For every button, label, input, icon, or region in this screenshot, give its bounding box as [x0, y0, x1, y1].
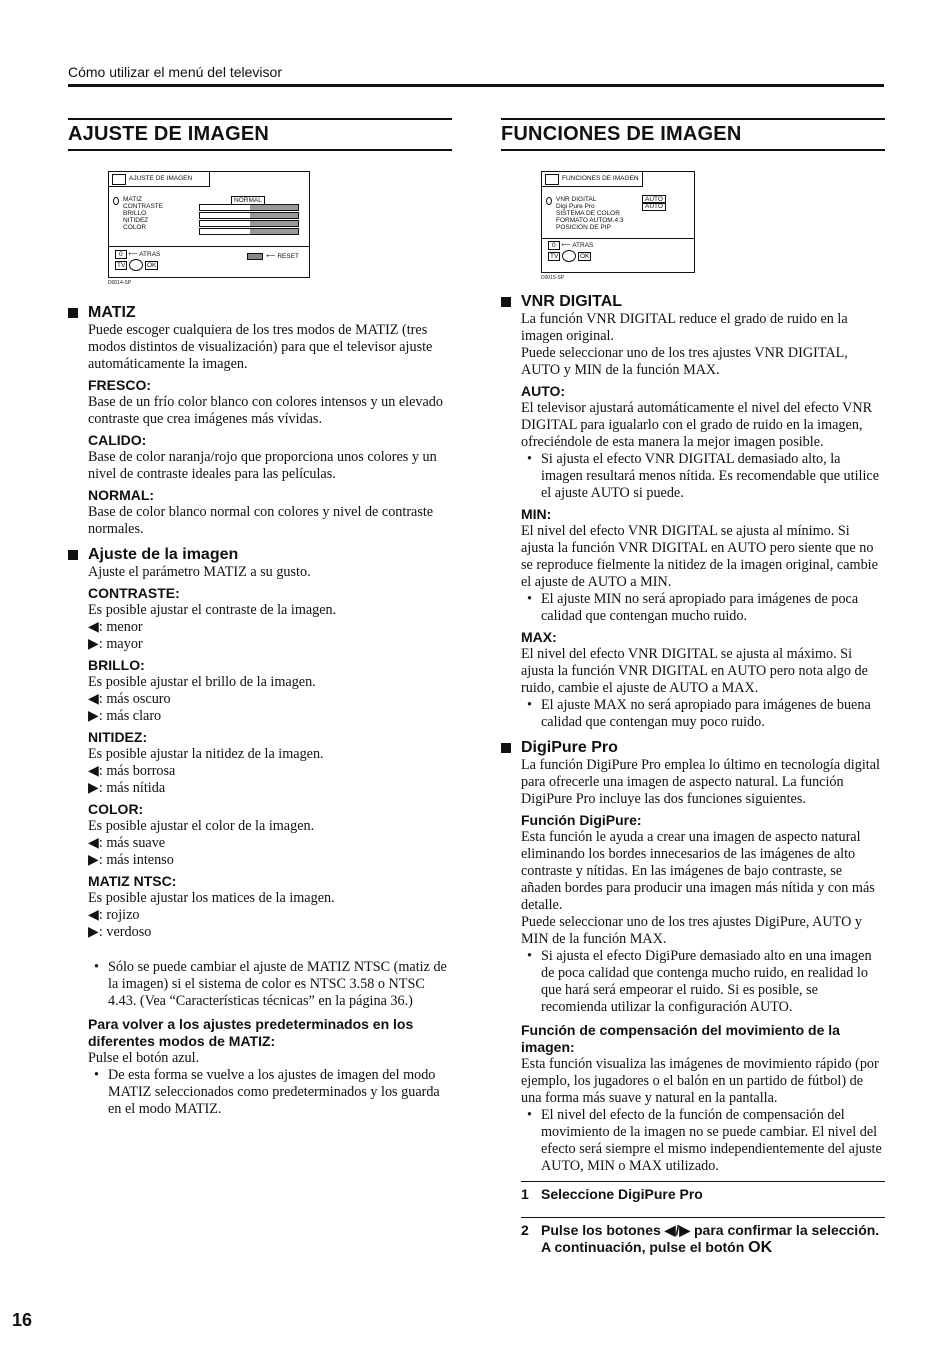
min-text: El nivel del efecto VNR DIGITAL se ajusta al mínimo. Si ajusta la función VNR DIGITAL en AUTO pero siente que no se reproduce fielmente la nitidez de la imagen original, cambie el ajuste de AUTO a MIN. — [521, 523, 878, 590]
contraste-right: ▶: mayor — [88, 636, 143, 652]
menu-body — [109, 186, 309, 247]
menu-row: BRILLO — [123, 210, 147, 217]
menu-values — [642, 196, 666, 210]
max-note: • El ajuste MAX no será apropiado para imágenes de buena calidad que contengan muy poco ruido. — [521, 697, 885, 731]
menu-tab-label: AJUSTE DE IMAGEN — [129, 175, 193, 182]
level-bars — [199, 204, 299, 236]
f2-heading: Función de compensación del movimiento de la imagen: — [521, 1022, 840, 1055]
step-text — [541, 1222, 885, 1256]
color-right: ▶: más intenso — [88, 852, 174, 868]
ajuste-menu-screen — [108, 171, 310, 278]
nitidez-heading: NITIDEZ: — [88, 729, 148, 745]
max-heading: MAX: — [521, 629, 557, 645]
level-bar — [199, 204, 299, 211]
square-bullet-icon — [68, 550, 78, 560]
menu-row: FORMATO AUTOM.4:3 — [556, 217, 624, 224]
color-left: ◀: más suave — [88, 835, 166, 851]
menu-row: POSICION DE PIP — [556, 224, 611, 231]
reset-heading: Para volver a los ajustes predeterminados en los diferentes modos de MATIZ: — [88, 1016, 414, 1049]
page-number: 16 — [12, 1310, 33, 1330]
fresco-text: Base de un frío color blanco con colores intensos y un elevado contraste que crea imágenes más vívidas. — [88, 394, 443, 427]
ajuste-intro: Ajuste el parámetro MATIZ a su gusto. — [88, 564, 311, 580]
ok-button-label: OK — [748, 1239, 773, 1256]
f1-note: • Si ajusta el efecto DigiPure demasiado alto en una imagen de poca calidad que contenga mucho ruido, en realidad lo que hará será empeorar el ruido. Si es posible, se recomienda utilizar la configuración AUTO. — [521, 948, 885, 1016]
step-text-main: Pulse los botones ◀/▶ para confirmar la selección. A continuación, pulse el botón — [541, 1222, 880, 1255]
min-note: • El ajuste MIN no será apropiado para imágenes de poca calidad que contengan mucho ruido. — [521, 591, 885, 625]
ntsc-left: ◀: rojizo — [88, 907, 140, 923]
back-label: ATRAS — [139, 251, 161, 258]
vnr-intro-1: La función VNR DIGITAL reduce el grado de ruido en la imagen original. — [521, 311, 848, 344]
ajuste-heading — [68, 546, 452, 564]
step-number: 1 — [521, 1186, 529, 1202]
ok-label: OK — [579, 252, 590, 260]
step-number: 2 — [521, 1222, 529, 1238]
funciones-menu-screen — [541, 171, 695, 273]
normal-text: Base de color blanco normal con colores y nivel de contraste normales. — [88, 504, 434, 537]
blue-button-icon — [247, 253, 263, 260]
menu-row: COLOR — [123, 224, 147, 231]
section-title-ajuste: AJUSTE DE IMAGEN — [68, 118, 452, 151]
brillo-left: ◀: más oscuro — [88, 691, 171, 707]
ntsc-right: ▶: verdoso — [88, 924, 152, 940]
reset-text: Pulse el botón azul. — [88, 1050, 200, 1066]
picture-menu-icon — [545, 174, 559, 185]
step-text: Seleccione DigiPure Pro — [541, 1186, 703, 1202]
brillo-heading: BRILLO: — [88, 657, 145, 673]
menu-value: AUTO — [642, 202, 666, 211]
normal-heading: NORMAL: — [88, 487, 155, 503]
dpad-icon — [129, 259, 143, 271]
picture-menu-icon — [112, 174, 126, 185]
reset-hint: ⟵ RESET — [247, 252, 299, 260]
vnr-heading — [501, 293, 885, 311]
f1-text: Esta función le ayuda a crear una imagen de aspecto natural eliminando los bordes innecesarios de las imágenes de alto contraste y nítidas. En las imágenes de bajo contraste, se añaden bordes para producir una imagen más nítida y con más detalle. — [521, 829, 875, 913]
menu-value: AUTO — [642, 195, 666, 204]
back-label: ATRAS — [572, 242, 594, 249]
menu-row: MATIZ — [123, 196, 143, 203]
menu-tab — [542, 172, 643, 187]
calido-heading: CALIDO: — [88, 432, 147, 448]
back-hint: 0 ⟵ ATRAS TV OK — [115, 251, 160, 271]
contraste-left: ◀: menor — [88, 619, 143, 635]
left-column — [68, 118, 452, 1118]
section-title-funciones: FUNCIONES DE IMAGEN — [501, 118, 885, 151]
tv-label: TV — [550, 252, 559, 260]
figure-code: D0014-SP — [108, 280, 132, 286]
square-bullet-icon — [501, 297, 511, 307]
auto-note: • Si ajusta el efecto VNR DIGITAL demasiado alto, la imagen resultará menos nítida. Es recomendable que utilice el ajuste AUTO si puede. — [521, 451, 885, 502]
heading-text: DigiPure Pro — [521, 739, 618, 756]
menu-row: CONTRASTE — [123, 203, 164, 210]
back-hint: 0 ⟵ ATRAS TV OK — [548, 242, 593, 262]
menu-separator — [542, 238, 694, 239]
digipure-intro: La función DigiPure Pro emplea lo último en tecnología digital para ofrecerle una imagen de aspecto natural. La función DigiPure Pro incluye las dos funciones siguientes. — [521, 757, 880, 807]
calido-text: Base de color naranja/rojo que proporciona unos colores y un nivel de contraste ideales para las películas. — [88, 449, 437, 482]
heading-text: VNR DIGITAL — [521, 293, 623, 310]
fresco-heading: FRESCO: — [88, 377, 151, 393]
color-heading: COLOR: — [88, 801, 144, 817]
reset-label: RESET — [277, 253, 299, 260]
auto-heading: AUTO: — [521, 383, 566, 399]
menu-tab-label: FUNCIONES DE IMAGEN — [562, 175, 639, 182]
nitidez-text: Es posible ajustar la nitidez de la imagen. — [88, 746, 324, 762]
ntsc-heading: MATIZ NTSC: — [88, 873, 177, 889]
cursor-icon — [546, 197, 552, 205]
heading-text: Ajuste de la imagen — [88, 546, 239, 563]
f1-heading: Función DigiPure: — [521, 812, 642, 828]
heading-text: MATIZ — [88, 304, 136, 321]
menu-row: VNR DIGITAL — [556, 196, 597, 203]
mode-value: NORMAL — [231, 196, 265, 205]
level-bar — [199, 212, 299, 219]
tv-label: TV — [117, 261, 126, 269]
menu-row: SISTEMA DE COLOR — [556, 210, 620, 217]
reset-note: • De esta forma se vuelve a los ajustes de imagen del modo MATIZ seleccionados como predeterminados y los guarda en el modo MATIZ. — [88, 1067, 452, 1118]
right-column — [501, 118, 885, 1256]
brillo-right: ▶: más claro — [88, 708, 162, 724]
header-rule — [68, 84, 884, 87]
color-text: Es posible ajustar el color de la imagen. — [88, 818, 315, 834]
nitidez-right: ▶: más nítida — [88, 780, 166, 796]
menu-rows — [556, 196, 624, 231]
menu-tab — [109, 172, 210, 187]
digipure-heading — [501, 739, 885, 757]
f2-text: Esta función visualiza las imágenes de movimiento rápido (por ejemplo, los jugadores o el balón en un partido de fútbol) de una forma más suave y natural en la pantalla. — [521, 1056, 879, 1106]
step-2 — [521, 1217, 885, 1256]
menu-row: Digi Pure Pro — [556, 203, 595, 210]
brillo-text: Es posible ajustar el brillo de la imagen. — [88, 674, 316, 690]
min-heading: MIN: — [521, 506, 552, 522]
step-1 — [521, 1181, 885, 1203]
matiz-intro: Puede escoger cualquiera de los tres modos de MATIZ (tres modos distintos de visualización) para que el televisor ajuste automáticamente la imagen. — [88, 322, 433, 372]
square-bullet-icon — [501, 743, 511, 753]
ntsc-note: • Sólo se puede cambiar el ajuste de MATIZ NTSC (matiz de la imagen) si el sistema de color es NTSC 3.58 o NTSC 4.43. (Vea “Características técnicas” en la página 36.) — [88, 959, 452, 1010]
cursor-icon — [113, 197, 119, 205]
nitidez-left: ◀: más borrosa — [88, 763, 176, 779]
f2-note: • El nivel del efecto de la función de compensación del movimiento de la imagen no se puede cambiar. El nivel del efecto será siempre el mismo independientemente del ajuste AUTO, MIN o MAX utilizado. — [521, 1107, 885, 1175]
ok-label: OK — [146, 261, 157, 269]
dpad-icon — [562, 250, 576, 262]
f1-text-2: Puede seleccionar uno de los tres ajustes DigiPure, AUTO y MIN de la función MAX. — [521, 914, 862, 947]
contraste-text: Es posible ajustar el contraste de la imagen. — [88, 602, 337, 618]
contraste-heading: CONTRASTE: — [88, 585, 180, 601]
square-bullet-icon — [68, 308, 78, 318]
vnr-intro-2: Puede seleccionar uno de los tres ajustes VNR DIGITAL, AUTO y MIN de la función MAX. — [521, 345, 848, 378]
running-header: Cómo utilizar el menú del televisor — [68, 64, 282, 80]
level-bar — [199, 228, 299, 235]
ntsc-text: Es posible ajustar los matices de la imagen. — [88, 890, 335, 906]
matiz-heading — [68, 304, 452, 322]
menu-row: NITIDEZ — [123, 217, 149, 224]
level-bar — [199, 220, 299, 227]
menu-rows — [123, 196, 163, 231]
figure-code: D0015-SP — [541, 275, 565, 281]
max-text: El nivel del efecto VNR DIGITAL se ajusta al máximo. Si ajusta la función VNR DIGITAL en AUTO pero nota algo de ruido, cambie el ajuste de AUTO a MAX. — [521, 646, 868, 696]
auto-text: El televisor ajustará automáticamente el nivel del efecto VNR DIGITAL para igualarlo con el grado de ruido en la imagen, ofreciéndole de esta manera la mejor imagen posible. — [521, 400, 873, 450]
